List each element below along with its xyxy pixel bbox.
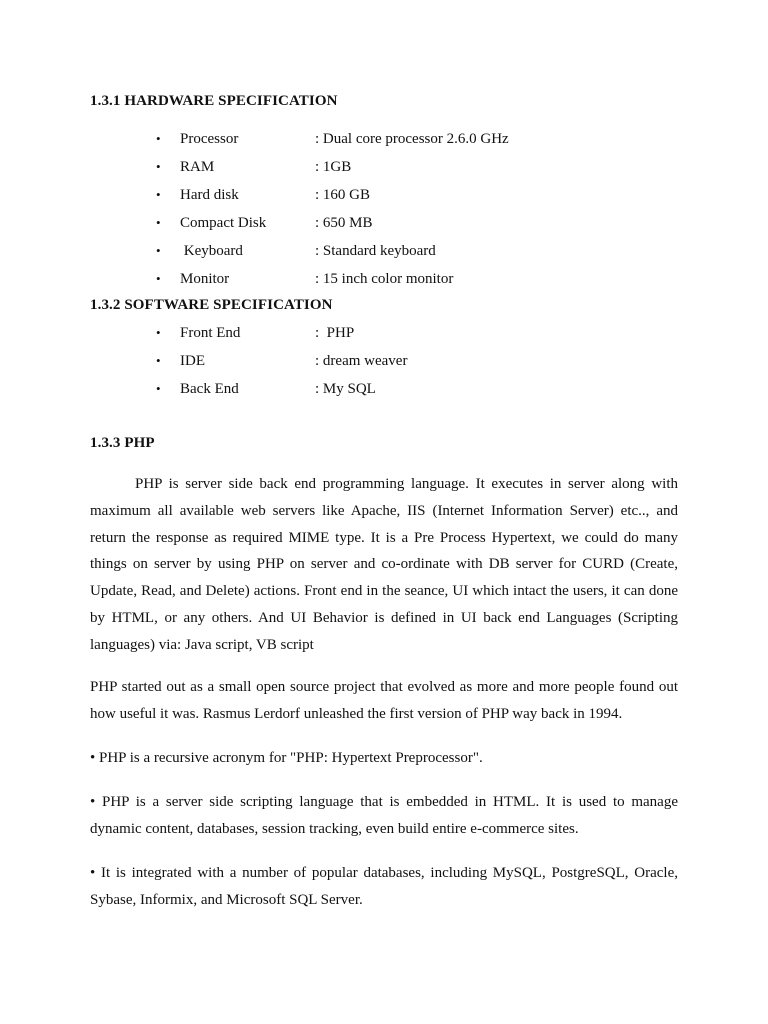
spec-value: : 160 GB — [315, 187, 371, 203]
spec-label: Monitor — [180, 271, 230, 287]
software-item-back-end — [0, 381, 768, 403]
hardware-heading: 1.3.1 HARDWARE SPECIFICATION — [90, 93, 338, 109]
spec-value: : dream weaver — [315, 353, 408, 369]
spec-label: Keyboard — [180, 243, 243, 259]
spec-label: Compact Disk — [180, 215, 267, 231]
bullet-icon: • — [156, 215, 161, 230]
spec-value: : 1GB — [315, 159, 352, 175]
hardware-item-ram — [0, 159, 768, 181]
spec-label: Front End — [180, 325, 241, 341]
php-history-paragraph: PHP started out as a small open source project that evolved as more and more people found out how useful it was. Rasmus Lerdorf unleashed the first version of PHP way back in 1994. — [90, 679, 678, 722]
spec-label: IDE — [180, 353, 205, 369]
bullet-icon: • — [156, 271, 161, 286]
software-item-ide — [0, 353, 768, 375]
spec-label: Processor — [180, 131, 239, 147]
software-item-front-end — [0, 325, 768, 347]
hardware-item-hard-disk — [0, 187, 768, 209]
spec-value: : 650 MB — [315, 215, 373, 231]
spec-value: : 15 inch color monitor — [315, 271, 454, 287]
spec-label: Back End — [180, 381, 239, 397]
hardware-item-keyboard — [0, 243, 768, 265]
bullet-icon: • — [156, 325, 161, 340]
bullet-icon: • — [156, 243, 161, 258]
bullet-icon: • — [156, 381, 161, 396]
spec-value: : My SQL — [315, 381, 376, 397]
php-bullet-databases: • It is integrated with a number of popular databases, including MySQL, PostgreSQL, Oracle, Sybase, Informix, and Microsoft SQL Server. — [90, 865, 678, 908]
spec-value: : PHP — [315, 325, 355, 341]
software-heading: 1.3.2 SOFTWARE SPECIFICATION — [90, 297, 333, 313]
spec-label: Hard disk — [180, 187, 239, 203]
hardware-item-monitor — [0, 271, 768, 293]
bullet-icon: • — [156, 353, 161, 368]
bullet-icon: • — [156, 187, 161, 202]
hardware-item-processor — [0, 131, 768, 153]
bullet-icon: • — [156, 131, 161, 146]
bullet-icon: • — [156, 159, 161, 174]
spec-label: RAM — [180, 159, 215, 175]
php-intro-paragraph: PHP is server side back end programming language. It executes in server along with maximum all available web servers like Apache, IIS (Internet Information Server) etc.., and return the response as required MIME type. It is a Pre Process Hypertext, we could do many things on server by using PHP on server and co-ordinate with DB server for CURD (Create, Update, Read, and Delete) actions. Front end in the seance, UI which intact the users, it can done by HTML, or any others. And UI Behavior is defined in UI back end Languages (Scripting languages) via: Java script, VB script — [90, 476, 678, 653]
php-heading: 1.3.3 PHP — [90, 435, 155, 451]
hardware-item-compact-disk — [0, 215, 768, 237]
php-bullet-server-side: • PHP is a server side scripting language that is embedded in HTML. It is used to manage dynamic content, databases, session tracking, even build entire e-commerce sites. — [90, 794, 678, 837]
spec-value: : Standard keyboard — [315, 243, 436, 259]
php-bullet-acronym: • PHP is a recursive acronym for "PHP: Hypertext Preprocessor". — [90, 750, 483, 766]
spec-value: : Dual core processor 2.6.0 GHz — [315, 131, 509, 147]
